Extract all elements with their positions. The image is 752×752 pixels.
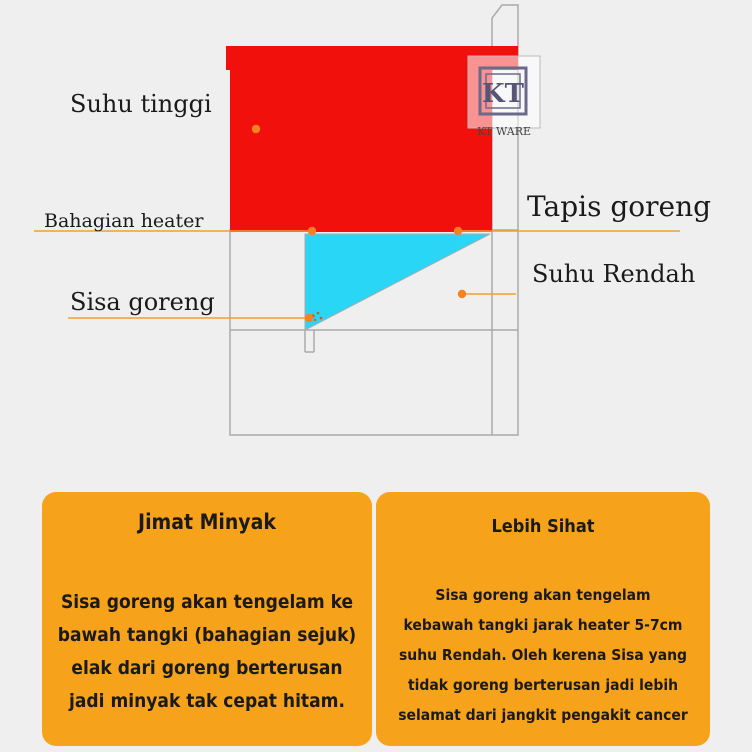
card-body: [376, 580, 710, 730]
label-frying-residue: Sisa goreng: [70, 288, 215, 316]
card-title: Jimat Minyak: [138, 510, 276, 534]
card-line: Sisa goreng akan tengelam ke: [60, 591, 354, 613]
label-frying-filter: Tapis goreng: [527, 190, 712, 223]
card-line: elak dari goreng berterusan: [71, 657, 343, 679]
label-high-temp: Suhu tinggi: [70, 90, 212, 118]
card-title: Lebih Sihat: [491, 516, 595, 537]
info-card-healthier: [376, 492, 710, 746]
card-body: [42, 586, 372, 718]
card-line: Sisa goreng akan tengelam: [435, 586, 651, 604]
card-line: selamat dari jangkit pengakit cancer: [398, 706, 688, 724]
label-low-temp: Suhu Rendah: [532, 260, 696, 288]
logo-text: KT WARE: [476, 125, 532, 138]
card-line: suhu Rendah. Oleh kerena Sisa yang: [398, 646, 688, 664]
label-heater-section: Bahagian heater: [44, 210, 204, 232]
logo-letters: KT: [482, 79, 524, 109]
card-line: jadi minyak tak cepat hitam.: [69, 690, 345, 712]
heater-zone-body: [230, 70, 492, 232]
info-card-save-oil: [42, 492, 372, 746]
card-line: bawah tangki (bahagian sejuk): [57, 624, 357, 646]
frying-filter-basket: [305, 234, 490, 330]
card-line: tidak goreng berterusan jadi lebih: [407, 676, 679, 694]
card-line: kebawah tangki jarak heater 5-7cm: [403, 616, 683, 634]
